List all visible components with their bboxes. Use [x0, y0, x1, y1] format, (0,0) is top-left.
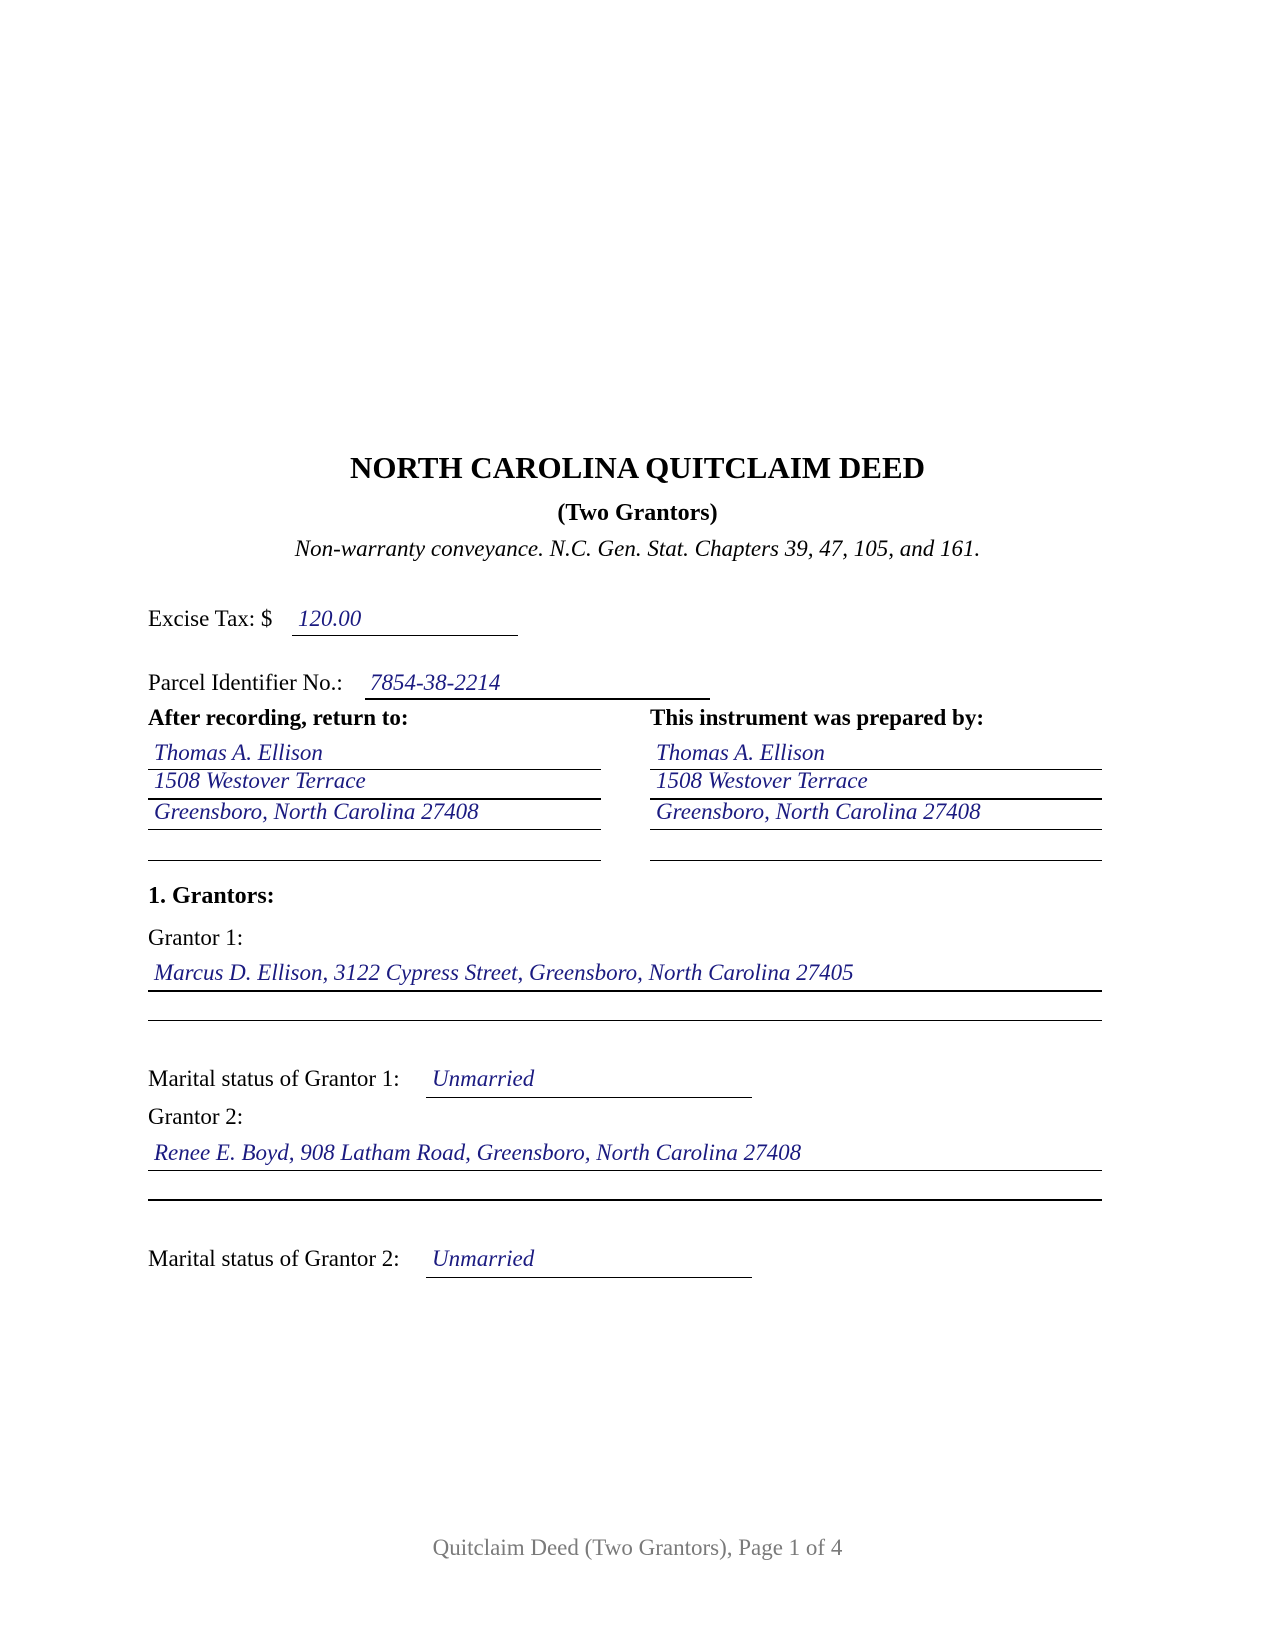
grantor-2-underline-2: [148, 1199, 1102, 1201]
prepared-by-underline-3: [650, 829, 1102, 830]
parcel-id-value[interactable]: 7854-38-2214: [370, 670, 501, 695]
return-to-line-2[interactable]: 1508 Westover Terrace: [154, 768, 366, 793]
parcel-id-label: Parcel Identifier No.:: [148, 670, 343, 695]
grantor-2-marital-label: Marital status of Grantor 2:: [148, 1246, 400, 1271]
page-subtitle: (Two Grantors): [557, 500, 718, 526]
page-footer: Quitclaim Deed (Two Grantors), Page 1 of 4: [432, 1535, 843, 1560]
grantor-1-marital-value[interactable]: Unmarried: [432, 1066, 535, 1091]
grantor-1-line-1[interactable]: Marcus D. Ellison, 3122 Cypress Street, Greensboro, North Carolina 27405: [154, 960, 854, 985]
prepared-by-line-3[interactable]: Greensboro, North Carolina 27408: [656, 799, 981, 824]
grantor-2-line-1[interactable]: Renee E. Boyd, 908 Latham Road, Greensboro, North Carolina 27408: [154, 1140, 802, 1165]
page-title: NORTH CAROLINA QUITCLAIM DEED: [349, 450, 926, 485]
grantor-2-marital-underline: [426, 1277, 752, 1278]
return-to-heading: After recording, return to:: [148, 705, 409, 730]
grantor-2-underline-1: [148, 1170, 1102, 1171]
return-to-line-1[interactable]: Thomas A. Ellison: [154, 740, 323, 765]
grantors-heading: 1. Grantors:: [148, 883, 275, 909]
excise-tax-underline: [292, 635, 518, 636]
excise-tax-label: Excise Tax: $: [148, 606, 273, 631]
grantor-2-label: Grantor 2:: [148, 1104, 244, 1129]
excise-tax-value[interactable]: 120.00: [298, 606, 362, 631]
grantor-1-marital-label: Marital status of Grantor 1:: [148, 1066, 400, 1091]
prepared-by-line-1[interactable]: Thomas A. Ellison: [656, 740, 825, 765]
parcel-id-underline: [365, 698, 710, 700]
grantor-1-label: Grantor 1:: [148, 925, 244, 950]
prepared-by-line-2[interactable]: 1508 Westover Terrace: [656, 768, 868, 793]
prepared-by-heading: This instrument was prepared by:: [650, 705, 984, 730]
return-to-underline-4: [148, 860, 601, 861]
statute-note: Non-warranty conveyance. N.C. Gen. Stat. Chapters 39, 47, 105, and 161.: [294, 536, 981, 561]
grantor-2-marital-value[interactable]: Unmarried: [432, 1246, 535, 1271]
grantor-1-underline-1: [148, 990, 1102, 992]
grantor-1-underline-2: [148, 1020, 1102, 1021]
prepared-by-underline-4: [650, 860, 1102, 861]
return-to-line-3[interactable]: Greensboro, North Carolina 27408: [154, 799, 479, 824]
grantor-1-marital-underline: [426, 1097, 752, 1098]
return-to-underline-3: [148, 829, 601, 830]
